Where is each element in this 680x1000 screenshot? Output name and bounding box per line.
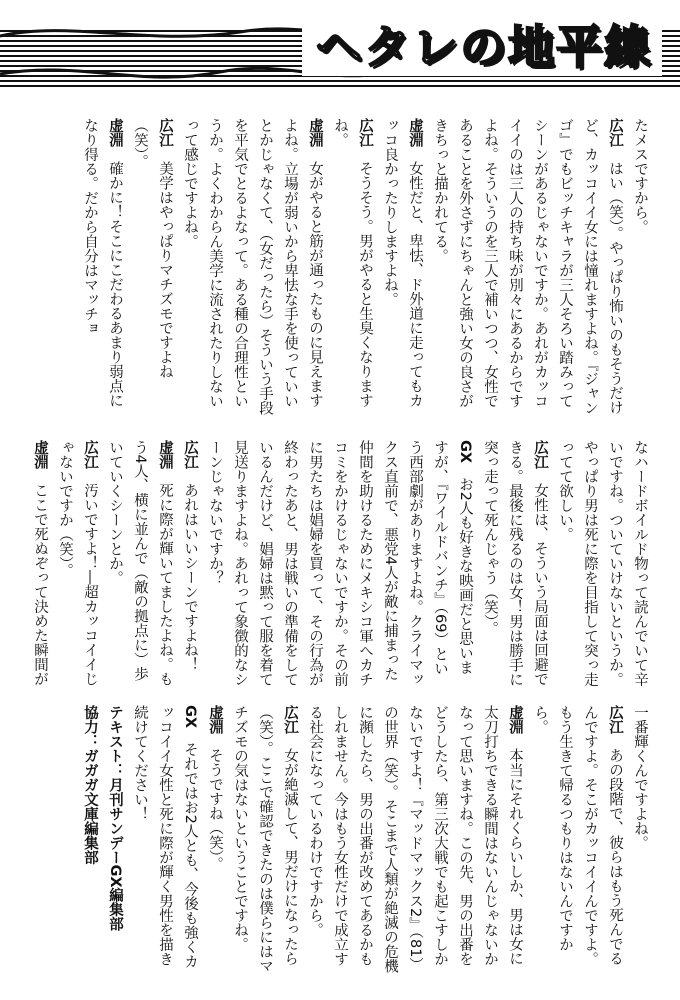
speaker-label: 虚淵 <box>157 440 173 469</box>
text-tier-bottom <box>28 705 652 975</box>
utterance-text: 女性は、そういう局面は回避できる。最後に残るのは女！男は勝手に突っ走って死んじゃう（笑）。 <box>482 440 548 687</box>
speaker-label: 広江 <box>532 440 548 469</box>
speaker-label: 虚淵 <box>32 440 48 469</box>
utterance-text: はい（笑）。やっぱり怖いのもそうだけど、カッコイイ女には憧れますよね。『ジャンゴ』でもビッチキャラが三人そろい踏みってシーンがあるじゃないですか。あれがカッコイイのは三人の持ち味が別々にあるからですよね。そういうのを三人で補いつつ、女性であることを外さずにちゃんと強い女の良さがきちっと描かれてる。 <box>432 118 623 416</box>
utterance <box>377 118 427 418</box>
utterance-text: 女がやると筋が通ったものに見えますよね。立場が弱いから卑怯な手を使っていいとかじゃなくて、（女だったら）そういう手段を平気でとるよなって。ある種の合理性というか。よくわからん美学に流されたりしないって感じですよね。 <box>182 118 323 416</box>
speaker-label: 広江 <box>357 118 373 147</box>
text-tier-top <box>28 118 652 418</box>
speaker-label: 広江 <box>182 440 198 469</box>
speaker-label: 広江 <box>282 705 298 734</box>
utterance <box>202 705 227 975</box>
speaker-label: 虚淵 <box>107 118 123 147</box>
utterance-text: 一番輝くんですよね。 <box>632 705 648 850</box>
speaker-label: 虚淵 <box>407 118 423 147</box>
utterance-text: なハードボイルド物って読んでいて辛いですね。ついていけないというか。やっぱり男は死に際を目指して突っ走ってて欲しい。 <box>557 440 648 687</box>
utterance-text: たメスですから。 <box>632 118 648 234</box>
utterance <box>102 440 177 688</box>
utterance-text: お2人も好きな映画だと思いますが、『ワイルドバンチ』（69）という西部劇がありますよね。クライマックス直前で、悪党4人が敵に捕まった仲間を助けるためにメキシコ軍へカチコミをかけるじゃないですか。その前に男たちは娼婦を買って、その行為が終わったあと、男は戦いの準備をしているんだけど、娼婦は黙って服を着て見送りますよね。あれって象徴的なシーンじゃないですか？ <box>207 440 473 687</box>
utterance-text: 女が絶滅して、男だけになったら（笑）。ここで確認できたのは僕らにはマチズモの気はないということですね。 <box>232 705 298 974</box>
utterance-text: あれはいいシーンですよね！ <box>182 483 198 672</box>
utterance <box>302 705 527 975</box>
utterance-text: 美学はやっぱりマチズモですよね（笑）。 <box>132 118 173 379</box>
utterance <box>477 440 552 688</box>
speaker-label: GX <box>457 440 473 464</box>
utterance-text: そうそう。男がやると生臭くなりますね。 <box>332 118 373 408</box>
utterance-text: 女性だと、卑怯、ド外道に走ってもカッコ良かったりしますよね。 <box>382 118 423 408</box>
utterance-text: そうですね（笑）。 <box>207 748 223 872</box>
utterance-text: 汚いですよ！―超カッコイイじゃないですか（笑）。 <box>57 440 98 686</box>
utterance <box>527 705 627 975</box>
utterance <box>627 705 652 975</box>
utterance <box>627 118 652 418</box>
utterance <box>28 440 52 688</box>
utterance-text: 確かに！そこにこだわるあまり弱点になり得る。だから自分はマッチョ <box>82 118 123 408</box>
utterance <box>127 118 177 418</box>
speaker-label: 広江 <box>157 118 173 147</box>
page-title: ヘタレの地平線 <box>302 22 662 76</box>
speaker-label: 虚淵 <box>507 705 523 734</box>
utterance <box>177 118 327 418</box>
utterance <box>327 118 377 418</box>
utterance-text: ここで死ぬぞって決めた瞬間が <box>32 483 48 686</box>
cooperation-credit: 協力：ガガガ文庫編集部 <box>82 705 98 865</box>
utterance-text: 死に際が輝いてましたよね。もう4人、横に並んで（敵の拠点に）歩いていくシーンとか。 <box>107 440 173 686</box>
utterance <box>202 440 477 688</box>
utterance <box>227 705 302 975</box>
speaker-label: GX <box>182 705 198 729</box>
utterance-text: あの段階で、彼らはもう死んでるんですよ。そこがカッコイイんですよ。もう生きて帰るつもりはないんですから。 <box>532 705 623 966</box>
speaker-label: 虚淵 <box>307 118 323 147</box>
speaker-label: 広江 <box>607 705 623 734</box>
utterance <box>77 118 127 418</box>
utterance-text: それではお2人とも、今後も強くカッコイイ女性と死に際が輝く男性を描き続けてください！ <box>132 705 198 969</box>
utterance <box>427 118 627 418</box>
utterance <box>177 440 202 688</box>
utterance <box>552 440 652 688</box>
speaker-label: 広江 <box>82 440 98 469</box>
utterance <box>52 440 102 688</box>
header-banner <box>0 0 680 100</box>
speaker-label: 広江 <box>607 118 623 147</box>
text-tier-middle <box>28 440 652 688</box>
utterance-text: 本当にそれくらいしか、男は女に太刀打ちできる瞬間はないんじゃないかなって思いますね。この先、男の出番をどうしたら、第三次大戦でも起こすしかないですよ！『マッドマックス2』（81）の世界（笑）。そこまで人類が絶滅の危機に瀕したら、男の出番が改めてあるかもしれません。今はもう女性だけで成立する社会になっているわけですから。 <box>307 705 523 974</box>
credits <box>77 705 127 975</box>
speaker-label: 虚淵 <box>207 705 223 734</box>
utterance <box>127 705 202 975</box>
text-credit: テキスト：月刊サンデーGX編集部 <box>107 705 123 932</box>
